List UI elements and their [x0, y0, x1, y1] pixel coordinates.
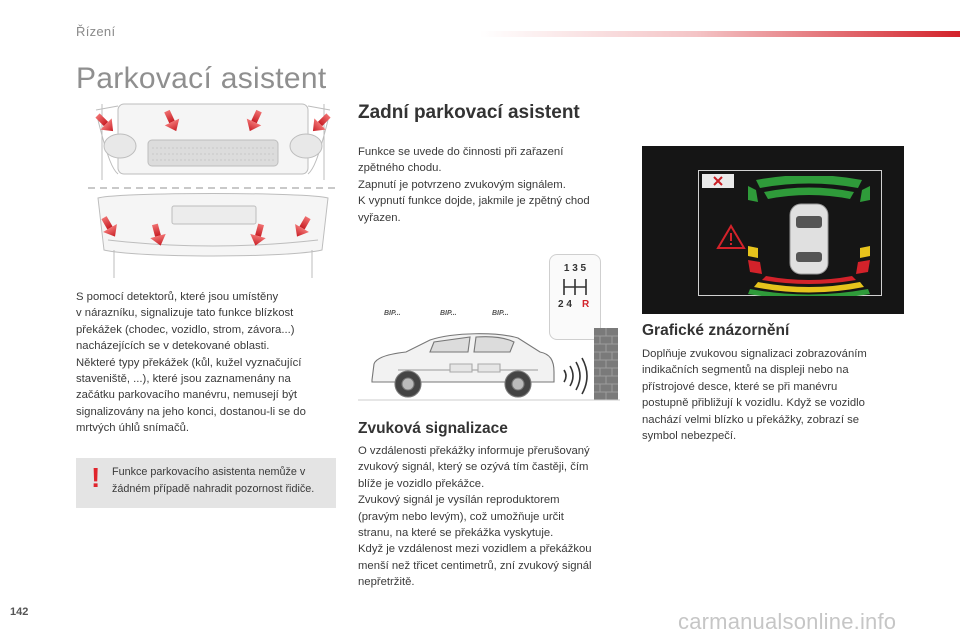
graphic-display-text — [642, 346, 912, 444]
sound-signal-heading: Zvuková signalizace — [358, 420, 508, 437]
front-segments — [748, 176, 870, 202]
segment-green — [860, 186, 870, 202]
beep-label: BIP... — [384, 310, 401, 317]
page-title: Parkovací asistent — [76, 62, 327, 95]
text-line: Některé typy překážek (kůl, kužel vyznačující — [76, 356, 302, 369]
header-accent-bar — [480, 31, 960, 37]
bumper-sensors-illustration — [88, 100, 338, 282]
reversing-illustration — [358, 246, 620, 406]
text-line: indikačních segmentů na displeji nebo na — [642, 364, 849, 377]
warning-icon: ! — [91, 462, 101, 493]
danger-icon — [716, 224, 746, 250]
text-line: stranu, na které se překážka vyskytuje. — [358, 527, 554, 540]
text-line: nepřetržitě. — [358, 576, 415, 589]
text-line: nacházejících se v detekované oblasti. — [76, 340, 270, 353]
parking-intro-text — [76, 289, 346, 437]
text-line: (pravým nebo levým), což umožňuje určit — [358, 510, 564, 523]
text-line: Když je vzdálenost mezi vozidlem a překážkou — [358, 543, 592, 556]
brick-wall-icon — [594, 328, 618, 400]
text-line: Doplňuje zvukovou signalizaci zobrazováním — [642, 348, 867, 360]
sensor-arrow — [307, 110, 334, 137]
close-icon — [713, 176, 723, 186]
close-button[interactable] — [702, 174, 734, 188]
text-line: signalizovány na jeho konci, dostanou-li se do — [76, 405, 306, 418]
gear-bottom-row: 2 4 — [558, 299, 572, 310]
rear-parking-heading: Zadní parkovací asistent — [358, 102, 580, 123]
text-line: menší než třicet centimetrů, zní zvukový signál — [358, 559, 592, 572]
text-line: Funkce parkovacího asistenta nemůže v — [112, 466, 306, 478]
segment-yellow — [860, 246, 870, 258]
text-line: zvukový signál, který se ozývá tím častěji, čím — [358, 461, 589, 474]
text-line: mrtvých úhlů snímačů. — [76, 422, 190, 435]
segment-green — [764, 188, 854, 200]
sensor-arrow — [92, 110, 119, 137]
gear-top-row: 1 3 5 — [563, 263, 587, 274]
segment-red — [762, 276, 856, 284]
front-bumper — [96, 104, 330, 180]
section-label: Řízení — [76, 24, 116, 39]
gear-gate-icon — [560, 277, 590, 297]
car-top-view — [790, 204, 828, 274]
sound-waves-icon — [564, 358, 587, 394]
text-line: S pomocí detektorů, které jsou umístěny — [76, 291, 279, 303]
text-line: začátku parkovacího manévru, nemusejí být — [76, 389, 298, 402]
text-line: žádném případě nahradit pozornost řidiče. — [112, 483, 315, 495]
rear-bumper — [98, 194, 328, 279]
text-line: staveniště, ...), které jsou zaznamenány na — [76, 373, 291, 386]
text-line: přístrojové desce, které se při manévru — [642, 380, 838, 393]
text-line: zpětného chodu. — [358, 162, 442, 175]
warning-text — [112, 464, 334, 498]
text-line: překážek (chodec, vozidlo, strom, závora...) — [76, 323, 295, 336]
text-line: Zapnutí je potvrzeno zvukovým signálem. — [358, 178, 566, 191]
text-line: K vypnutí funkce dojde, jakmile je zpětný chod — [358, 195, 590, 208]
beep-label: BIP... — [492, 310, 509, 317]
page-number: 142 — [10, 606, 29, 618]
watermark: carmanualsonline.info — [678, 609, 897, 634]
segment-yellow — [748, 246, 758, 258]
text-line: vyřazen. — [358, 211, 401, 224]
warning-note — [76, 458, 336, 508]
car-side-view — [372, 334, 554, 397]
text-line: Zvukový signál je vysílán reproduktorem — [358, 494, 560, 507]
gear-reverse: R — [582, 299, 590, 310]
graphic-display-heading: Grafické znázornění — [642, 322, 790, 339]
text-line: postupně přibližují k vozidlu. Když se vozidlo — [642, 397, 865, 410]
sensor-segments-graphic — [746, 176, 872, 296]
text-line: v nárazníku, signalizuje tato funkce blízkost — [76, 307, 294, 320]
text-line: symbol nebezpečí. — [642, 430, 737, 443]
car-and-wall-drawing — [358, 322, 620, 406]
text-line: Funkce se uvede do činnosti při zařazení — [358, 146, 564, 158]
text-line: nachází velmi blízko u překážky, zobrazí se — [642, 413, 860, 426]
segment-green — [748, 186, 758, 202]
rear-parking-intro — [358, 144, 618, 226]
text-line: blíže je vozidlo překážce. — [358, 477, 485, 490]
text-line: O vzdálenosti překážky informuje přerušovaný — [358, 445, 590, 457]
parking-display — [642, 146, 904, 314]
segment-red — [856, 260, 870, 274]
beep-label: BIP... — [440, 310, 457, 317]
segment-green — [756, 176, 862, 188]
segment-red — [748, 260, 762, 274]
sound-signal-text — [358, 443, 628, 591]
